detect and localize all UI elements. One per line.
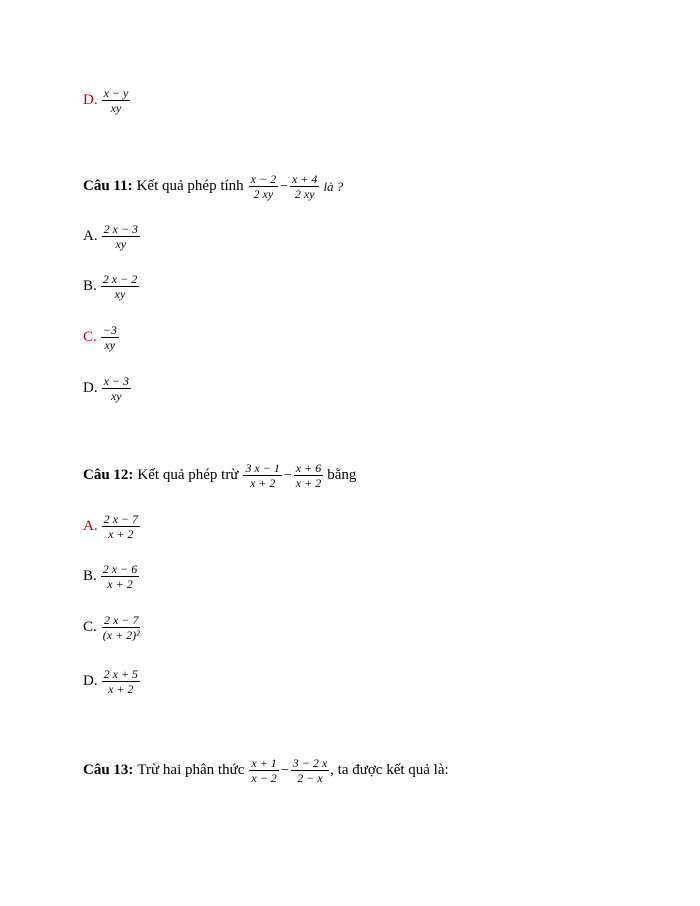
option-letter: B. (83, 568, 97, 584)
option-fraction: $\frac{x - y}{xy}$ (103, 86, 129, 115)
option-letter: D. (83, 380, 98, 396)
q11-option-c (83, 323, 120, 352)
option-fraction: $\frac{2 x - 6}{x + 2}$ (102, 562, 138, 591)
q12-option-c (83, 613, 143, 642)
q11-option-d (83, 374, 132, 403)
q12-option-a (83, 512, 141, 541)
option-letter: A. (83, 228, 98, 244)
minus-operator: − (280, 178, 288, 194)
fraction-1: $\frac{3 x - 1}{x + 2}$ (245, 461, 280, 490)
option-letter: A. (83, 518, 98, 534)
option-letter: D. (83, 673, 98, 689)
option-letter: B. (83, 278, 97, 294)
question-text: Kết quả phép trừ (137, 467, 239, 483)
option-letter: C. (83, 329, 97, 345)
q12-option-b (83, 562, 140, 591)
question-12 (83, 461, 356, 490)
option-fraction: $\frac{2 x - 7}{\text{(x + 2)²}}$ (102, 613, 140, 642)
question-label: Câu 12: (83, 467, 134, 483)
option-fraction: $\frac{2 x - 3}{xy}$ (103, 222, 139, 251)
fraction-1: $\frac{x + 1}{x - 2}$ (251, 756, 277, 785)
question-label: Câu 11: (83, 178, 133, 194)
option-fraction: $\frac{x - 3}{xy}$ (103, 374, 130, 403)
q11-option-a (83, 222, 141, 251)
fraction-1: $\frac{x - 2}{2 xy}$ (250, 172, 277, 201)
fraction-2: $\frac{x + 4}{2 xy}$ (292, 172, 318, 201)
q12-option-d (83, 667, 141, 696)
question-text: Kết quả phép tính (136, 178, 244, 194)
option-letter: D. (83, 92, 98, 108)
question-13 (83, 756, 449, 785)
question-11 (83, 172, 343, 201)
question-suffix: , ta được kết quả là: (330, 762, 449, 778)
question-suffix: là ? (323, 178, 344, 194)
question-suffix: bằng (327, 467, 357, 483)
minus-operator: − (280, 762, 289, 778)
option-d-prev (83, 86, 131, 115)
q11-option-b (83, 272, 140, 301)
option-fraction: $\frac{2 x - 7}{x + 2}$ (103, 512, 139, 541)
option-letter: C. (83, 619, 97, 635)
minus-operator: − (283, 467, 292, 483)
question-label: Câu 13: (83, 762, 134, 778)
question-text: Trừ hai phân thức (137, 762, 245, 778)
option-fraction: $\frac{2 x - 2}{xy}$ (102, 272, 138, 301)
fraction-2: $\frac{3 - 2 x}{2 - x}$ (292, 756, 328, 785)
fraction-2: $\frac{x + 6}{x + 2}$ (295, 461, 322, 490)
option-fraction: $\frac{2 x + 5}{x + 2}$ (103, 667, 139, 696)
option-fraction: $\frac{-3}{xy}$ (102, 323, 117, 352)
